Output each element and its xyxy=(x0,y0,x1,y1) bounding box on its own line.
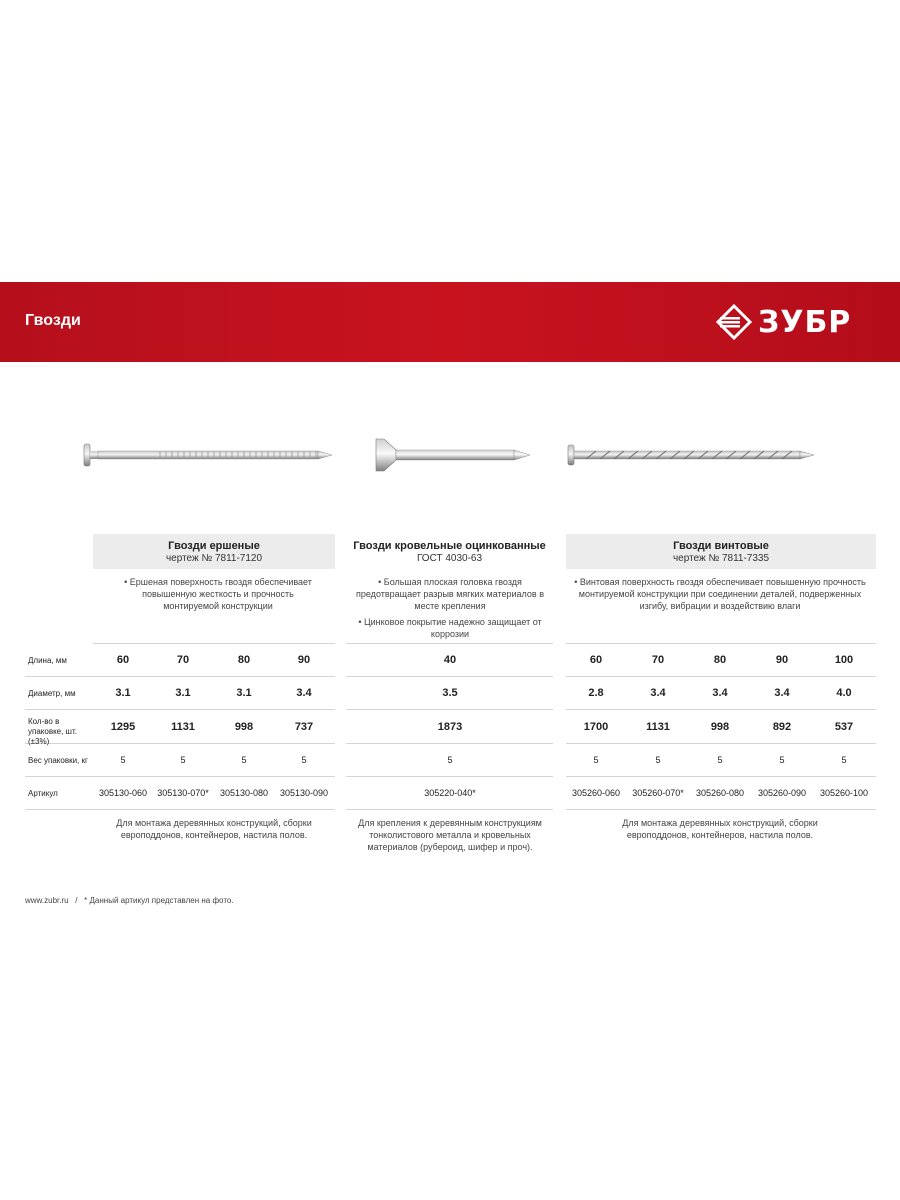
footer-note: * Данный артикул представлен на фото. xyxy=(84,896,234,905)
weight-cell: 5 xyxy=(447,755,453,765)
length-cell: 70 xyxy=(176,654,190,666)
weight-cell: 5 xyxy=(120,755,126,765)
length-cell: 70 xyxy=(651,654,665,666)
qty-cell: 1295 xyxy=(110,721,136,733)
row-divider xyxy=(93,643,335,644)
header-banner xyxy=(0,282,900,362)
roofing-nail-image xyxy=(374,437,534,473)
qty-cell: 998 xyxy=(234,721,254,733)
row-label-diameter: Диаметр, мм xyxy=(28,689,76,698)
row-divider xyxy=(566,809,876,810)
product-standard: чертеж № 7811-7120 xyxy=(165,553,263,564)
ribbed-nail-image xyxy=(80,440,335,470)
article-cell: 305220-040* xyxy=(424,788,476,798)
article-cell: 305260-100 xyxy=(819,788,869,798)
weight-cell: 5 xyxy=(655,755,661,765)
qty-cell: 537 xyxy=(834,721,854,733)
weight-cell: 5 xyxy=(717,755,723,765)
weight-cell: 5 xyxy=(180,755,186,765)
qty-cell: 1131 xyxy=(171,721,195,733)
page-title: Гвозди xyxy=(25,312,81,329)
diameter-cell: 3.1 xyxy=(115,687,131,699)
description-bullet: • Винтовая поверхность гвоздя обеспечивает повышенную прочность монтируемой конструкции при соединении деталей, подверженных изгибу, вибрации и воздействию влаги xyxy=(574,577,866,611)
diameter-cell: 3.4 xyxy=(774,687,790,699)
row-divider xyxy=(25,809,335,810)
row-divider xyxy=(566,743,876,744)
product-description-screw xyxy=(570,576,870,616)
row-divider xyxy=(566,709,876,710)
product-standard: чертеж № 7811-7335 xyxy=(672,553,770,564)
row-divider xyxy=(346,809,553,810)
row-divider xyxy=(566,676,876,677)
row-label-weight: Вес упаковки, кг xyxy=(28,756,88,765)
qty-cell: 1700 xyxy=(583,721,609,733)
product-description-ribbed xyxy=(118,576,318,616)
row-divider xyxy=(346,643,553,644)
article-cell: 305130-070* xyxy=(157,788,209,798)
usage-note-ribbed: Для монтажа деревянных конструкций, сборки европоддонов, контейнеров, настила полов. xyxy=(116,818,312,840)
weight-cell: 5 xyxy=(779,755,785,765)
description-bullet: • Большая плоская головка гвоздя предотвращает разрыв мягких материалов в месте крепления xyxy=(356,577,544,611)
length-cell: 60 xyxy=(589,654,603,666)
length-cell: 40 xyxy=(443,654,457,666)
row-divider xyxy=(346,776,553,777)
diameter-cell: 3.5 xyxy=(442,687,458,699)
length-cell: 90 xyxy=(775,654,789,666)
footer-separator: / xyxy=(75,896,78,905)
row-label-length: Длина, мм xyxy=(28,656,67,665)
row-label-article: Артикул xyxy=(28,789,58,798)
diameter-cell: 3.4 xyxy=(712,687,728,699)
qty-cell: 1131 xyxy=(646,721,670,733)
weight-cell: 5 xyxy=(241,755,247,765)
length-cell: 60 xyxy=(116,654,130,666)
product-header-roofing xyxy=(346,534,553,569)
product-name: Гвозди винтовые xyxy=(673,540,769,552)
usage-note-screw: Для монтажа деревянных конструкций, сборки европоддонов, контейнеров, настила полов. xyxy=(622,818,818,840)
product-name: Гвозди ершеные xyxy=(168,540,260,552)
article-cell: 305130-090 xyxy=(279,788,329,798)
description-bullet: • Ершеная поверхность гвоздя обеспечивает повышенную жесткость и прочность монтируемой конструкции xyxy=(124,577,312,611)
qty-cell: 1873 xyxy=(437,721,463,733)
description-bullet: • Цинковое покрытие надежно защищает от коррозии xyxy=(358,617,542,639)
length-cell: 80 xyxy=(237,654,251,666)
brand-logo xyxy=(716,304,851,340)
length-cell: 90 xyxy=(297,654,311,666)
article-cell: 305260-070* xyxy=(632,788,684,798)
diameter-cell: 2.8 xyxy=(588,687,604,699)
row-divider xyxy=(25,709,335,710)
row-divider xyxy=(346,676,553,677)
article-cell: 305130-060 xyxy=(98,788,148,798)
row-divider xyxy=(346,743,553,744)
screw-nail-image xyxy=(566,441,816,469)
diameter-cell: 3.4 xyxy=(296,687,312,699)
product-header-ribbed xyxy=(93,534,335,569)
row-divider xyxy=(346,709,553,710)
article-cell: 305260-060 xyxy=(571,788,621,798)
product-description-roofing xyxy=(352,576,548,644)
article-cell: 305260-080 xyxy=(695,788,745,798)
diameter-cell: 3.4 xyxy=(650,687,666,699)
product-header-screw xyxy=(566,534,876,569)
row-divider xyxy=(25,776,335,777)
footer-site-link[interactable]: www.zubr.ru xyxy=(25,896,69,905)
qty-cell: 892 xyxy=(772,721,792,733)
brand-logo-icon xyxy=(716,304,752,340)
usage-note-roofing: Для крепления к деревянным конструкциям тонколистового металла и кровельных материалов (рубероид, шифер и проч). xyxy=(358,818,542,852)
row-divider xyxy=(566,776,876,777)
article-cell: 305260-090 xyxy=(757,788,807,798)
length-cell: 80 xyxy=(713,654,727,666)
qty-cell: 737 xyxy=(294,721,314,733)
product-standard: ГОСТ 4030-63 xyxy=(416,553,483,564)
brand-logo-text: ЗУБР xyxy=(758,304,852,340)
qty-cell: 998 xyxy=(710,721,730,733)
row-divider xyxy=(25,676,335,677)
weight-cell: 5 xyxy=(593,755,599,765)
diameter-cell: 3.1 xyxy=(236,687,252,699)
article-cell: 305130-080 xyxy=(219,788,269,798)
product-name: Гвозди кровельные оцинкованные xyxy=(353,540,546,552)
diameter-cell: 3.1 xyxy=(175,687,191,699)
weight-cell: 5 xyxy=(301,755,307,765)
row-divider xyxy=(566,643,876,644)
row-label-qty: Кол-во в упаковке, шт. (±3%) xyxy=(28,717,77,746)
weight-cell: 5 xyxy=(841,755,847,765)
diameter-cell: 4.0 xyxy=(836,687,852,699)
footer xyxy=(25,896,234,905)
length-cell: 100 xyxy=(834,654,854,666)
